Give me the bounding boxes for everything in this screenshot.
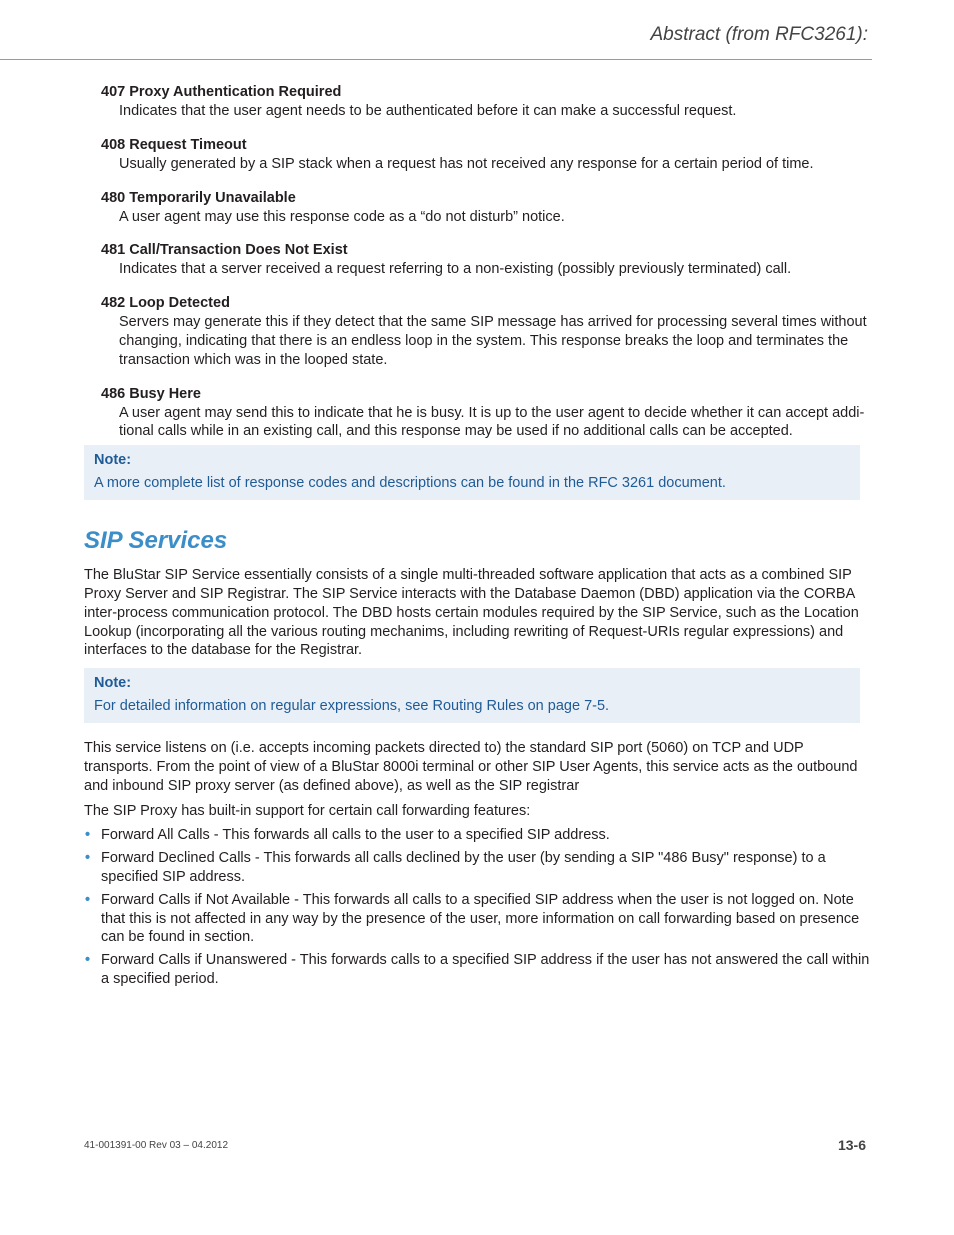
code-title: 481 Call/Transaction Does Not Exist — [101, 242, 348, 259]
code-description: Indicates that the user agent needs to be authenticated before it can make a successful request. — [119, 103, 737, 119]
header-title: Abstract (from RFC3261): — [650, 24, 868, 45]
note-text: A more complete list of response codes and descriptions can be found in the RFC 3261 document. — [94, 475, 726, 492]
note-text-middle: on — [523, 698, 548, 715]
code-description: A user agent may send this to indicate that he is busy. It is up to the user agent to decide whether it can accept addi-tional calls while in an existing call, and this response may be used if no additional calls can be accepted. — [119, 404, 865, 440]
list-item-text: Forward All Calls - This forwards all calls to the user to a specified SIP address. — [101, 827, 610, 844]
response-code-408 — [101, 135, 874, 174]
document-body — [84, 82, 874, 993]
note-label: Note: — [94, 452, 132, 469]
code-title: 480 Temporarily Unavailable — [101, 189, 296, 206]
section-title: SIP Services — [84, 527, 228, 555]
code-description: A user agent may use this response code as a “do not disturb” notice. — [119, 208, 565, 225]
note-box-regular-expressions — [84, 668, 860, 723]
note-text-after: . — [605, 698, 610, 715]
code-description: Indicates that a server received a request referring to a non-existing (possibly previously terminated) call. — [119, 261, 792, 278]
list-item — [84, 849, 874, 887]
code-title: 482 Loop Detected — [101, 295, 230, 312]
proxy-paragraph: The SIP Proxy has built-in support for certain call forwarding features: — [84, 802, 531, 819]
page-header — [0, 0, 872, 60]
code-title: 407 Proxy Authentication Required — [101, 84, 342, 100]
response-code-486 — [101, 384, 874, 442]
bullet-icon: • — [85, 952, 91, 969]
code-title: 408 Request Timeout — [101, 136, 247, 153]
list-item-text: Forward Calls if Unanswered - This forwards calls to a specified SIP address if the user has not answered the call within a specified period. — [101, 952, 870, 987]
bullet-icon: • — [85, 827, 91, 844]
list-item — [84, 951, 874, 989]
list-item — [84, 826, 874, 845]
routing-rules-link[interactable]: Routing Rules — [432, 698, 524, 715]
bullet-icon: • — [85, 891, 91, 908]
footer-doc-id: 41-001391-00 Rev 03 – 04.2012 — [84, 1140, 229, 1151]
note-box-response-codes — [84, 445, 860, 500]
code-description: Usually generated by a SIP stack when a request has not received any response for a certain period of time. — [119, 155, 814, 172]
response-code-407 — [101, 82, 874, 121]
list-item — [84, 891, 874, 947]
call-forwarding-list — [84, 826, 874, 988]
list-item-text: Forward Calls if Not Available - This forwards all calls to a specified SIP address when the user is not logged on. Note that this is not affected in any way by the presence of the user, more information on call forwarding based on presence can be found in section. — [101, 891, 860, 946]
note-text-before: For detailed information on regular expressions, see — [94, 698, 433, 715]
section-intro-paragraph: The BluStar SIP Service essentially consists of a single multi-threaded software application that acts as a combined SIP Proxy Server and SIP Registrar. The SIP Service interacts with the Database Daemon (DBD) application via the CORBA inter-process communication protocol. The DBD hosts certain modules required by the SIP Service, such as the Location Lookup (incorporating all the various routing mechanims, including rewriting of Request-URIs regular expressions) and interfaces to the database for the Registrar. — [84, 567, 859, 659]
response-code-482 — [101, 293, 874, 369]
list-item-text: Forward Declined Calls - This forwards all calls declined by the user (by sending a SIP "486 Busy" response) to a specified SIP address. — [101, 850, 826, 885]
bullet-icon: • — [85, 850, 91, 867]
page-7-5-link[interactable]: page 7-5 — [547, 698, 606, 715]
note-label: Note: — [94, 675, 132, 692]
listen-paragraph: This service listens on (i.e. accepts incoming packets directed to) the standard SIP port (5060) on TCP and UDP transports. From the point of view of a BluStar 8000i terminal or other SIP User Agents, this service acts as the outbound and inbound SIP proxy server (as defined above), as well as the SIP registrar — [84, 740, 858, 794]
footer-page-number: 13-6 — [837, 1137, 866, 1153]
note-text — [94, 694, 850, 718]
code-description: Servers may generate this if they detect that the same SIP message has arrived for processing several times without changing, indicating that there is an endless loop in the system. This response breaks the loop and terminates the transaction which was in the looped state. — [119, 314, 867, 368]
response-code-480 — [101, 188, 874, 227]
code-title: 486 Busy Here — [101, 385, 201, 402]
response-code-481 — [101, 240, 874, 279]
